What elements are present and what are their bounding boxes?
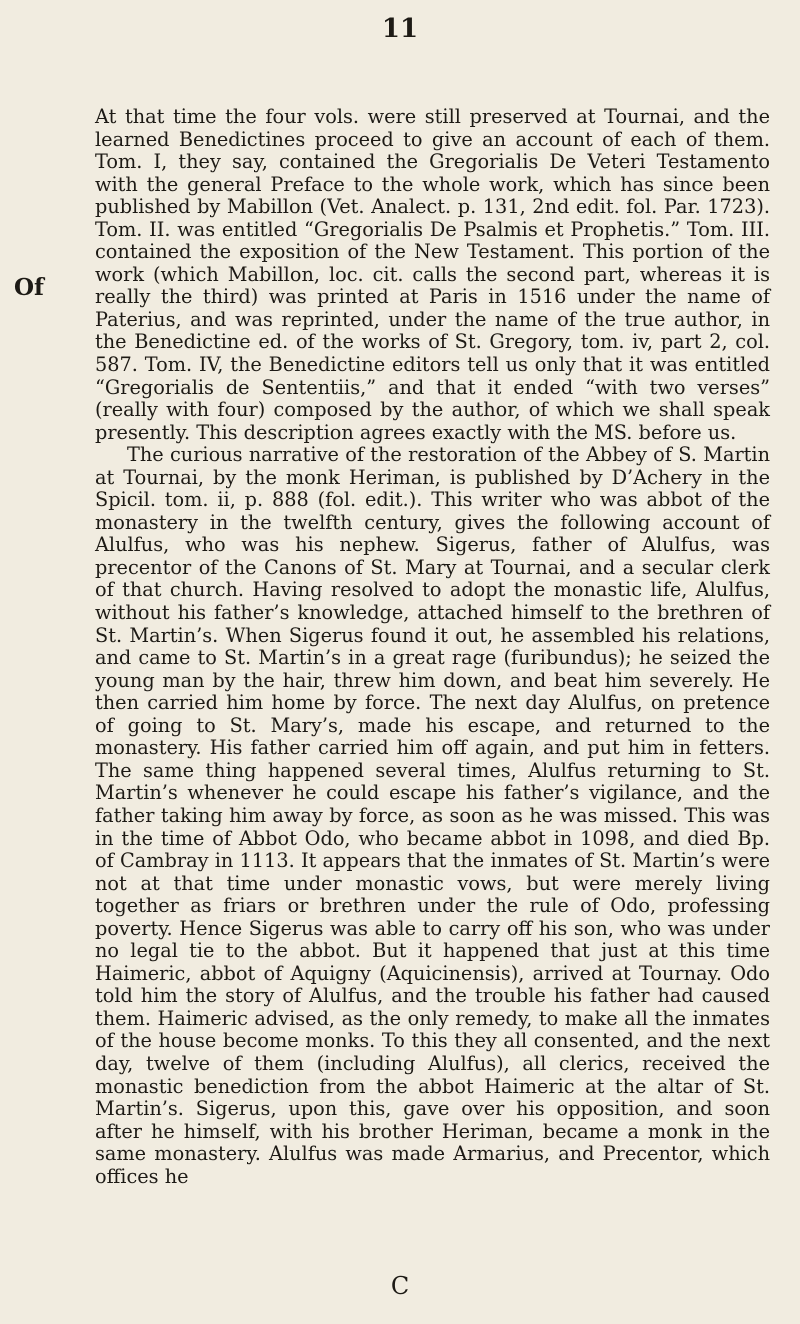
body-text xyxy=(95,106,770,1188)
paragraph-2: The curious narrative of the restoration of the Abbey of S. Martin at Tournai, by the monk Heriman, is published by D’Achery in the Spicil. tom. ii, p. 888 (fol. edit.). This writer who was abbot of the monastery in the twelfth century, gives the following account of Alulfus, who was his nephew. Sigerus, father of Alulfus, was precentor of the Canons of St. Mary at Tournai, and a secular clerk of that church. Having resolved to adopt the monastic life, Alulfus, without his father’s knowledge, attached himself to the brethren of St. Martin’s. When Sigerus found it out, he assembled his relations, and came to St. Martin’s in a great rage (furibundus); he seized the young man by the hair, threw him down, and beat him severely. He then carried him home by force. The next day Alulfus, on pretence of going to St. Mary’s, made his escape, and returned to the monastery. His father carried him off again, and put him in fetters. The same thing happened several times, Alulfus returning to St. Martin’s whenever he could escape his father’s vigilance, and the father taking him away by force, as soon as he was missed. This was in the time of Abbot Odo, who became abbot in 1098, and died Bp. of Cambray in 1113. It appears that the inmates of St. Martin’s were not at that time under monastic vows, but were merely living together as friars or brethren under the rule of Odo, professing poverty. Hence Sigerus was able to carry off his son, who was under no legal tie to the abbot. But it happened that just at this time Haimeric, abbot of Aquigny (Aquicinensis), arrived at Tournay. Odo told him the story of Alulfus, and the trouble his father had caused them. Haimeric advised, as the only remedy, to make all the inmates of the house become monks. To this they all consented, and the next day, twelve of them (including Alulfus), all clerics, received the monastic benediction from the abbot Haimeric at the altar of St. Martin’s. Sigerus, upon this, gave over his opposition, and soon after he himself, with his brother Heriman, became a monk in the same monastery. Alulfus was made Armarius, and Precentor, which offices he xyxy=(95,443,770,1188)
margin-note: Of xyxy=(14,274,44,301)
signature-mark: C xyxy=(390,1272,410,1300)
paragraph-1: At that time the four vols. were still preserved at Tournai, and the learned Benedictines proceed to give an account of each of them. Tom. I, they say, contained the Gregorialis De Veteri Testamento with the general Preface to the whole work, which has since been published by Mabillon (Vet. Analect. p. 131, 2nd edit. fol. Par. 1723). Tom. II. was entitled “Gregorialis De Psalmis et Prophetis.” Tom. III. contained the exposition of the New Testament. This portion of the work (which Mabillon, loc. cit. calls the second part, whereas it is really the third) was printed at Paris in 1516 under the name of Paterius, and was reprinted, under the name of the true author, in the Benedictine ed. of the works of St. Gregory, tom. iv, part 2, col. 587. Tom. IV, the Benedictine editors tell us only that it was entitled “Gregorialis de Sententiis,” and that it ended “with two verses” (really with four) composed by the author, of which we shall speak presently. This description agrees exactly with the MS. before us. xyxy=(95,105,770,444)
page-number: 11 xyxy=(381,14,419,44)
